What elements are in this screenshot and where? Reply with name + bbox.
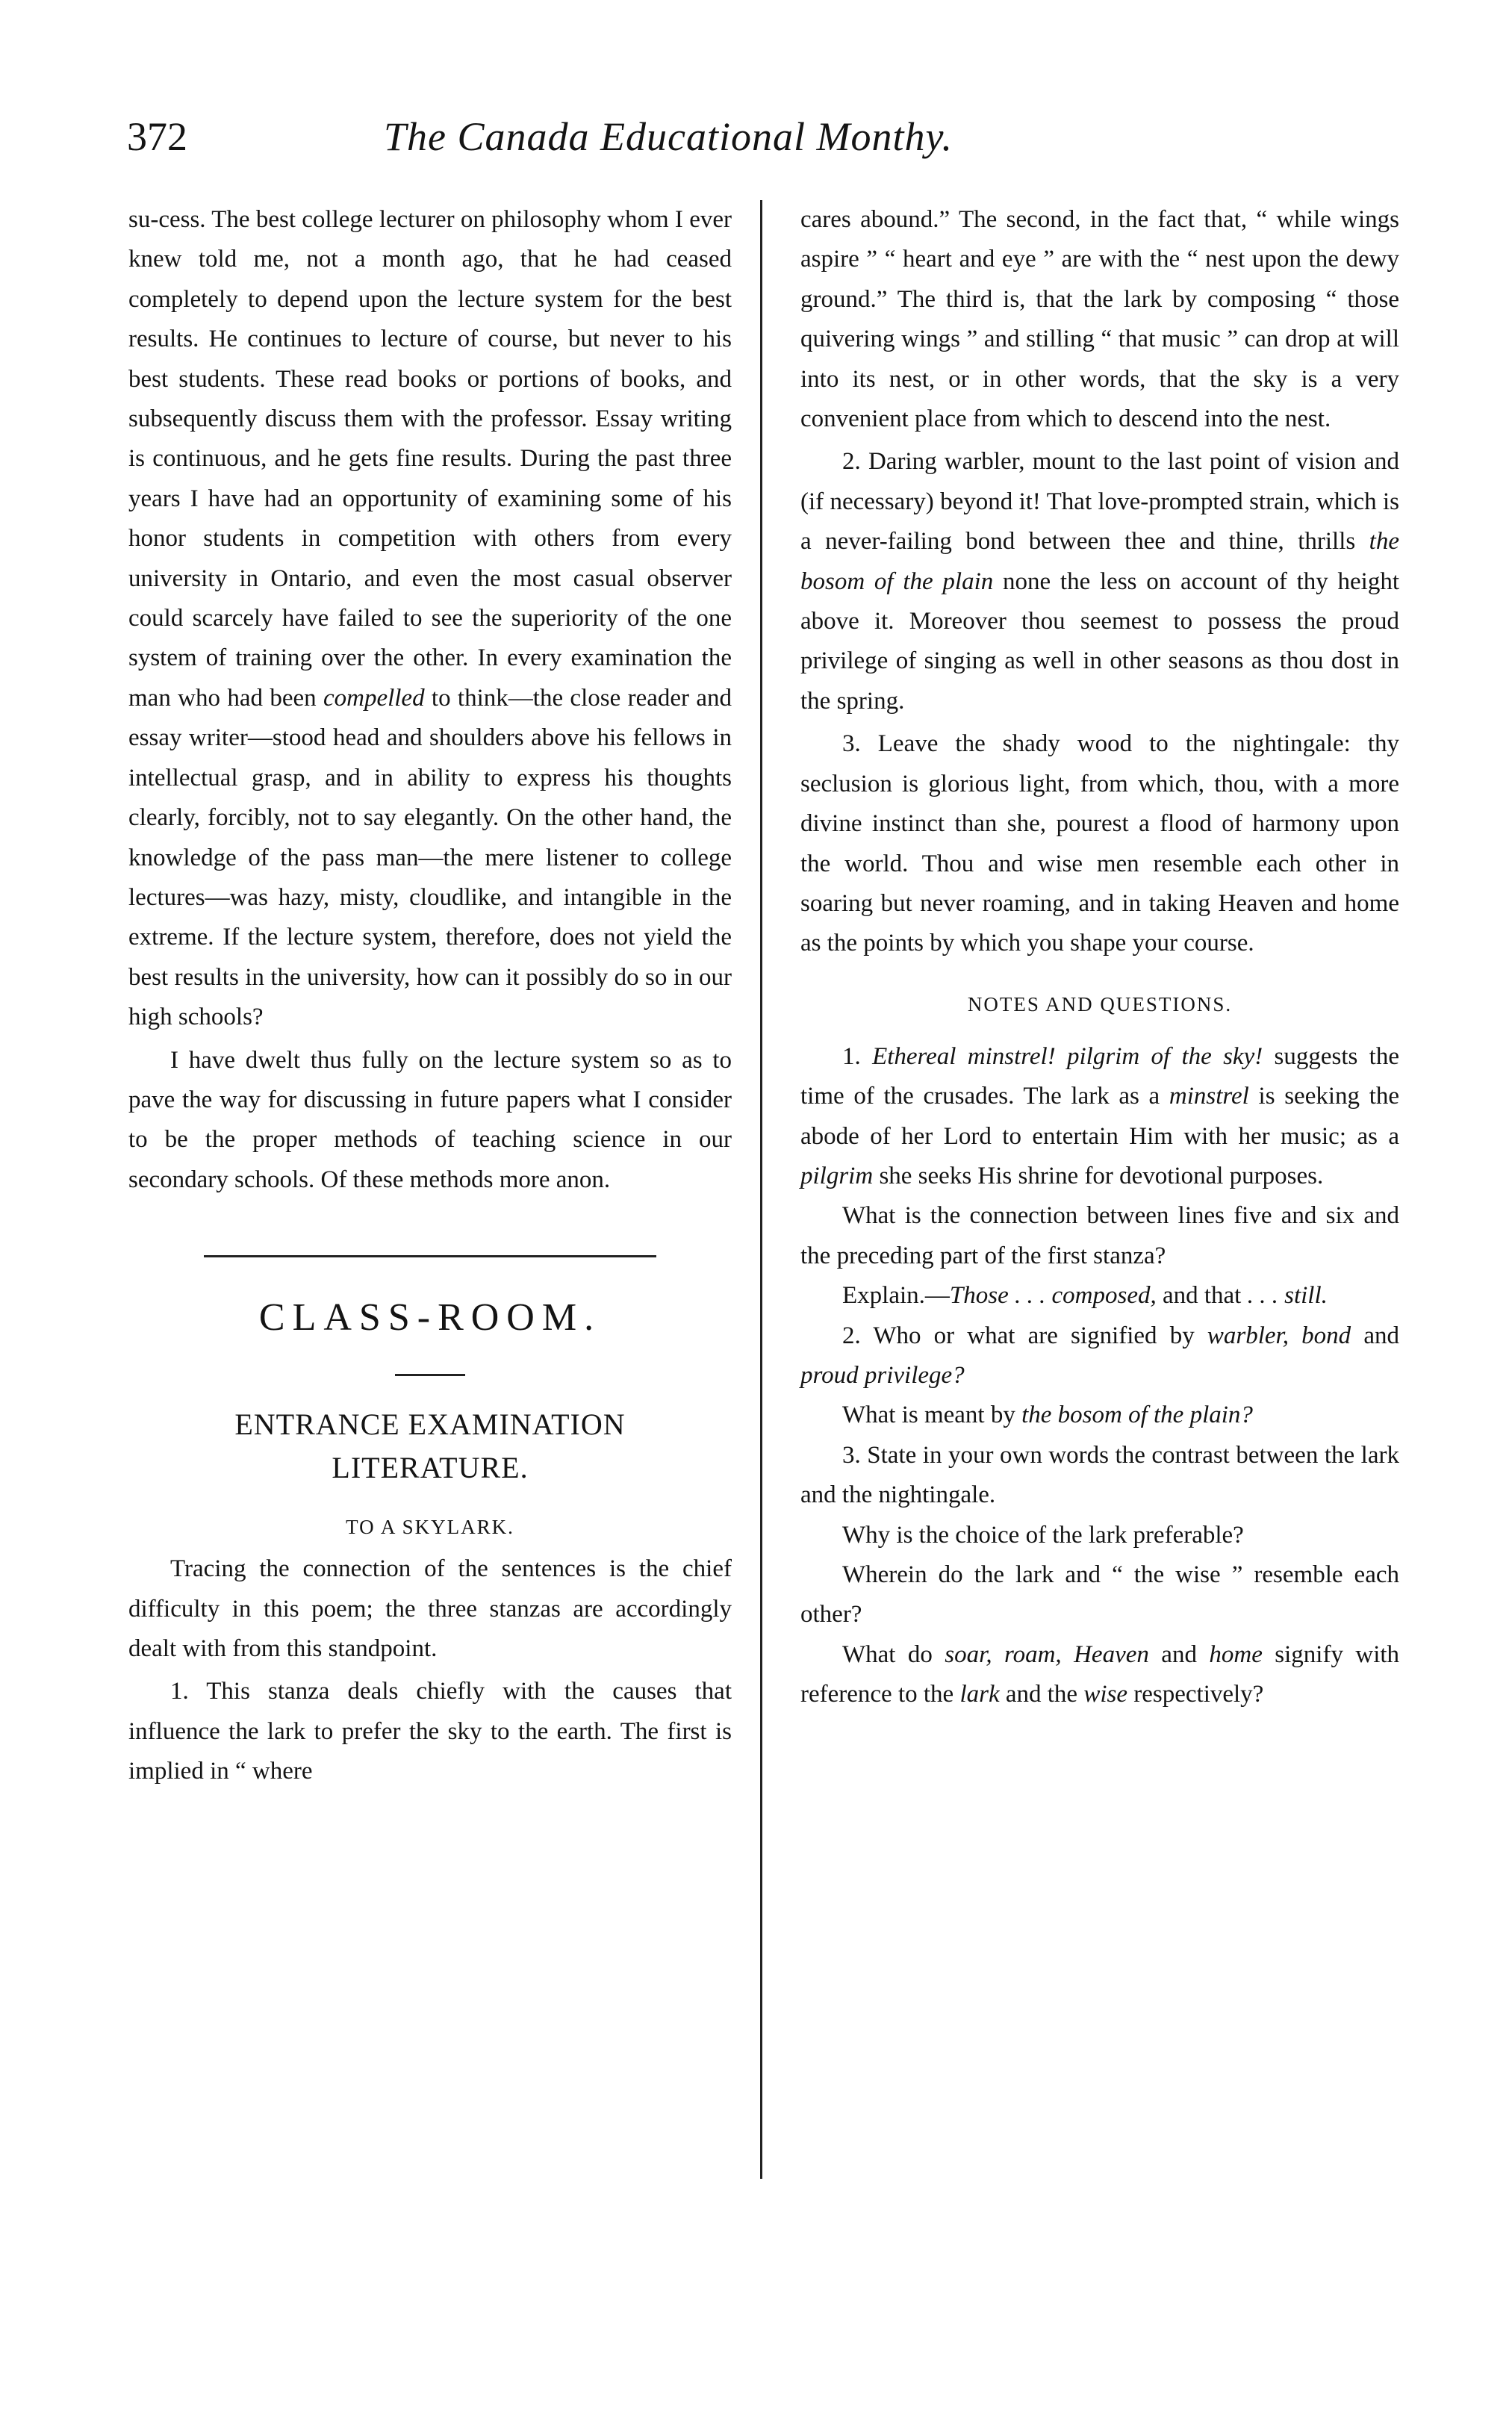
question-item: What do soar, roam, Heaven and home signify with reference to the lark and the wise respectively? — [800, 1640, 1400, 1708]
left-column — [128, 200, 732, 1792]
article-paragraph: su-cess. The best college lecturer on philosophy whom I ever knew told me, not a month ago, that he had ceased completely to depend upon the lecture system for the best results. He continues to lecture of course, but never to his best students. These read books or portions of books, and subsequently discuss them with the professor. Essay writing is continuous, and he gets fine results. During the past three years I have had an opportunity of examining some of his honor students in competition with others from every university in Ontario, and even the most casual observer could scarcely have failed to see the superiority of the one system of training over the other. In every examination the man who had been compelled to think—the close reader and essay writer—stood head and shoulders above his fellows in intellectual grasp, and in ability to express his thoughts clearly, forcibly, not to say elegantly. On the other hand, the knowledge of the pass man—the mere listener to college lectures—was hazy, misty, cloudlike, and intangible in the extreme. If the lecture system, therefore, does not yield the best results in the university, how can it possibly do so in our high schools? — [128, 206, 732, 1031]
article-heading: ENTRANCE EXAMINATION LITERATURE. — [234, 1407, 626, 1485]
notes-heading: NOTES AND QUESTIONS. — [967, 992, 1233, 1015]
poem-title: TO A SKYLARK. — [346, 1516, 514, 1539]
question-item: 3. State in your own words the contrast between the lark and the nightingale. — [800, 1441, 1399, 1509]
article-paragraph: I have dwelt thus fully on the lecture system so as to pave the way for discussing in future papers what I consider to be the proper methods of teaching science in our secondary schools. Of these methods more anon. — [128, 1046, 732, 1193]
page-number: 372 — [127, 114, 187, 159]
article-paragraph: 2. Daring warbler, mount to the last point of vision and (if necessary) beyond it! That love-prompted strain, which is a never-failing bond between thee and thine, thrills the bosom of the plain none the less on account of thy height above it. Moreover thou seemest to possess the proud privilege of singing as well in other seasons as thou dost in the spring. — [800, 448, 1400, 715]
article-paragraph: 3. Leave the shady wood to the nightingale: thy seclusion is glorious light, from which, thou, with a more divine instinct than she, pourest a flood of harmony upon the world. Thou and wise men resemble each other in soaring but never roaming, and in taking Heaven and home as the points by which you shape your course. — [800, 730, 1399, 957]
emphasis: the bosom of the plain — [800, 528, 1399, 595]
running-title: The Canada Educational Monthy. — [384, 114, 953, 159]
emphasis: compelled — [323, 684, 425, 712]
right-column — [800, 200, 1399, 1715]
article-paragraph: cares abound.” The second, in the fact that, “ while wings aspire ” “ heart and eye ” are with the “ nest upon the dewy ground.” The third is, that the lark by composing “ those quivering wings ” and stilling “ that music ” can drop at will into its nest, or in other words, that the sky is a very convenient place from which to descend into the nest. — [800, 206, 1399, 433]
question-item: Wherein do the lark and “ the wise ” resemble each other? — [800, 1561, 1399, 1629]
section-title: CLASS-ROOM. — [258, 1296, 602, 1340]
column-divider — [760, 200, 762, 2179]
note-item: 1. Ethereal minstrel! pilgrim of the sky! suggests the time of the crusades. The lark as a minstrel is seeking the abode of her Lord to entertain Him with her music; as a pilgrim she seeks His shrine for devotional purposes. — [800, 1042, 1400, 1189]
question-item: Why is the choice of the lark preferable? — [842, 1521, 1244, 1549]
question-item: Explain.—Those . . . composed, and that . . . still. — [842, 1282, 1328, 1310]
section-divider — [204, 1255, 656, 1257]
question-item: What is the connection between lines five and six and the preceding part of the first stanza? — [800, 1202, 1399, 1269]
page-header — [127, 113, 1127, 173]
question-item: 2. Who or what are signified by warbler, bond and proud privilege? — [800, 1322, 1399, 1389]
question-item: What is meant by the bosom of the plain? — [842, 1402, 1253, 1429]
article-paragraph: Tracing the connection of the sentences is the chief difficulty in this poem; the three stanzas are accordingly dealt with from this standpoint. — [128, 1555, 732, 1662]
short-divider — [395, 1374, 465, 1376]
article-paragraph: 1. This stanza deals chiefly with the causes that influence the lark to prefer the sky to the earth. The first is implied in “ where — [128, 1678, 732, 1785]
